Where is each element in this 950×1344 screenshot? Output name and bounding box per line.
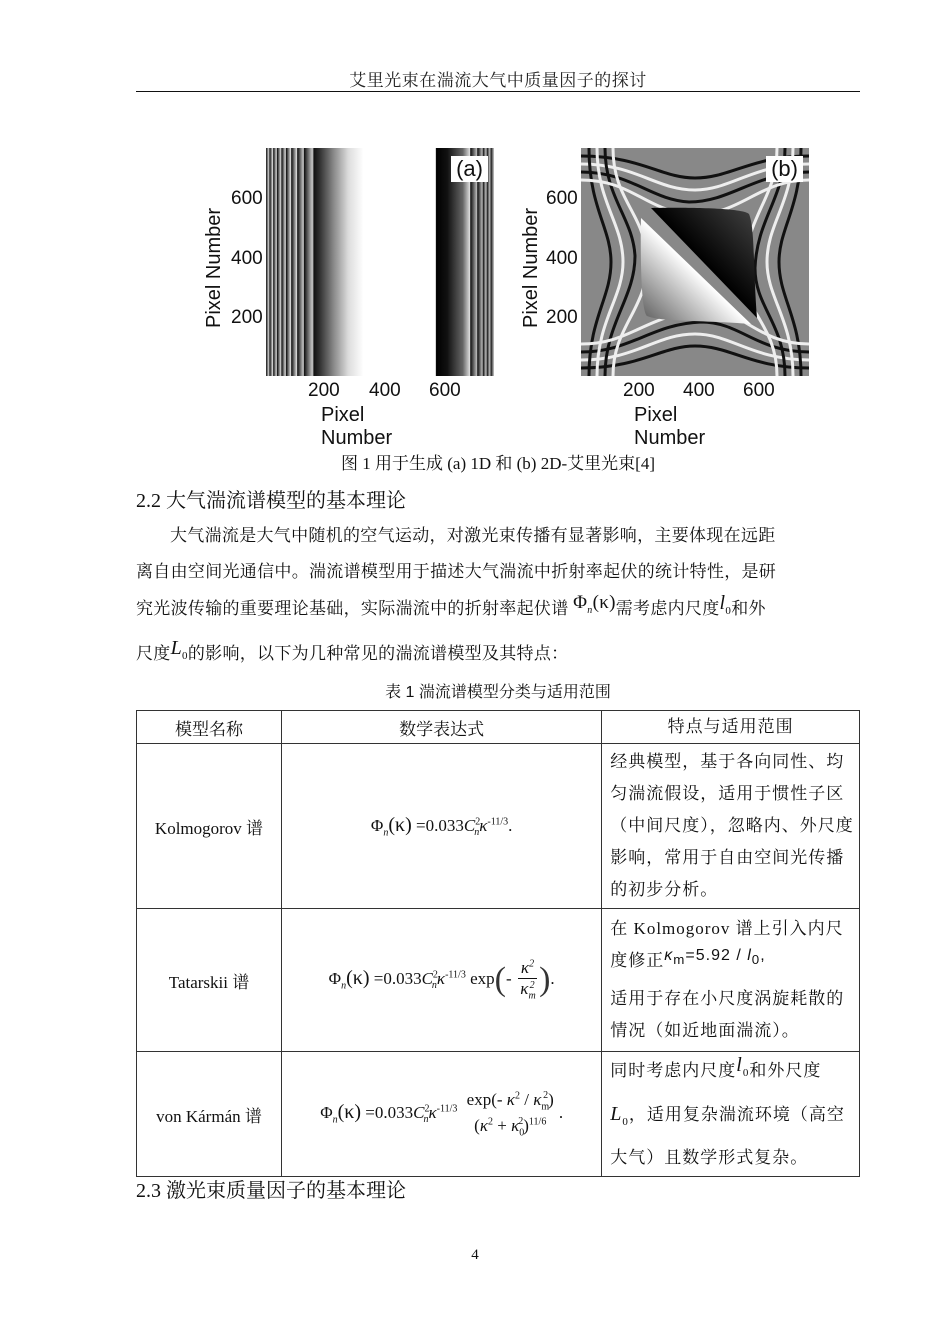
ytick: 400: [546, 248, 578, 269]
para-text: 尺度: [136, 643, 171, 663]
ytick: 600: [546, 188, 578, 209]
kolmogorov-formula: $\Phi_n(\kappa) =0.033C^2_n\kappa^{-11/3}$.: [370, 813, 513, 839]
panel-label-b: (b): [766, 156, 803, 182]
phase-mask-2d-image: [581, 148, 809, 376]
phase-mask-1d-image: [266, 148, 494, 376]
running-header: 艾里光束在湍流大气中质量因子的探讨: [349, 71, 647, 90]
section-heading-2-3: 2.3 激光束质量因子的基本理论: [136, 1180, 406, 1202]
kappa-m-equation: $\kappa_m=5.92 / l_0$,: [664, 947, 766, 968]
tatarskii-formula: $\Phi_n(\kappa) =0.033C^2_n\kappa^{-11/3}$ exp(- $\frac{\kappa^2}{\kappa_m^2}$ ).: [328, 958, 555, 1002]
outer-scale-symbol: $L_0$: [610, 1103, 629, 1128]
xtick: 200: [308, 380, 340, 401]
para-line: 大气湍流是大气中随机的空气运动，对激光束传播有显著影响，主要体现在远距: [170, 526, 776, 545]
table-header-cell: 特点与适用范围: [602, 711, 860, 744]
x-axis-label: Pixel Number: [321, 404, 393, 449]
table-header-cell: 数学表达式: [281, 711, 601, 744]
section-heading-2-2: 2.2 大气湍流谱模型的基本理论: [136, 490, 406, 512]
xtick: 600: [429, 380, 461, 401]
xtick: 400: [683, 380, 715, 401]
para-line: [136, 635, 860, 679]
figure-caption: 图 1 用于生成 (a) 1D 和 (b) 2D-艾里光束[4]: [341, 454, 655, 473]
ytick: 400: [231, 248, 263, 269]
formula-cell: [281, 909, 601, 1052]
von-karman-formula: $\Phi_n(\kappa) =0.033C^2_n\kappa^{-11/3}$ exp(- $\kappa^2 / \kappa_m^2$) $(\kappa^2 + \kappa_0^2)^{11/6}$ .: [320, 1089, 564, 1139]
table-row: [137, 744, 860, 909]
header-rule: [136, 91, 860, 92]
page-number: 4: [471, 1247, 479, 1263]
table-row: [137, 1052, 860, 1177]
para-text: 需考虑内尺度: [615, 599, 720, 618]
para-line: [136, 590, 860, 635]
outer-scale-symbol: $L_0$: [170, 636, 188, 662]
ytick: 600: [231, 188, 263, 209]
airy-2d-pattern: [581, 148, 809, 376]
formula-cell: [281, 744, 601, 909]
spectrum-symbol: $\Phi_n(\kappa)$: [573, 592, 616, 616]
xtick: 600: [743, 380, 775, 401]
para-text: 和外: [731, 599, 766, 618]
y-axis-label: Pixel Number: [520, 207, 542, 328]
description-cell: 同时考虑内尺度$l_0$和外尺度 $L_0$，适用复杂湍流环境（高空大气）且数学形式复杂。: [602, 1052, 860, 1177]
turbulence-models-table: [136, 710, 860, 1177]
y-axis-label: Pixel Number: [203, 207, 225, 328]
table-row: [137, 909, 860, 1052]
table-header-row: [137, 711, 860, 744]
table-header-cell: 模型名称: [137, 711, 282, 744]
xtick: 200: [623, 380, 655, 401]
para-text: 的影响，以下为几种常见的湍流谱模型及其特点：: [187, 643, 569, 663]
model-name-cell: Tatarskii 谱: [137, 909, 282, 1052]
x-axis-label: Pixel Number: [634, 404, 706, 449]
model-name-cell: von Kármán 谱: [137, 1052, 282, 1177]
xtick: 400: [369, 380, 401, 401]
panel-label-a: (a): [451, 156, 488, 182]
ytick: 200: [231, 307, 263, 328]
table-caption: 表 1 湍流谱模型分类与适用范围: [385, 684, 611, 701]
model-name-cell: Kolmogorov 谱: [137, 744, 282, 909]
para-line: 离自由空间光通信中。湍流谱模型用于描述大气湍流中折射率起伏的统计特性，是研: [136, 562, 777, 581]
inner-scale-symbol: $l_0$: [736, 1054, 750, 1079]
section-2-2-paragraph: [136, 518, 860, 679]
description-cell: 在 Kolmogorov 谱上引入内尺度修正$\kappa_m=5.92 / l_0$, 适用于存在小尺度涡旋耗散的情况（如近地面湍流）。: [602, 909, 860, 1052]
ytick: 200: [546, 307, 578, 328]
formula-cell: [281, 1052, 601, 1177]
description-cell: 经典模型，基于各向同性、均匀湍流假设，适用于惯性子区（中间尺度），忽略内、外尺度影响，常用于自由空间光传播的初步分析。: [602, 744, 860, 909]
inner-scale-symbol: $l_0$: [719, 592, 732, 617]
para-text: 究光波传输的重要理论基础，实际湍流中的折射率起伏谱: [136, 599, 569, 618]
